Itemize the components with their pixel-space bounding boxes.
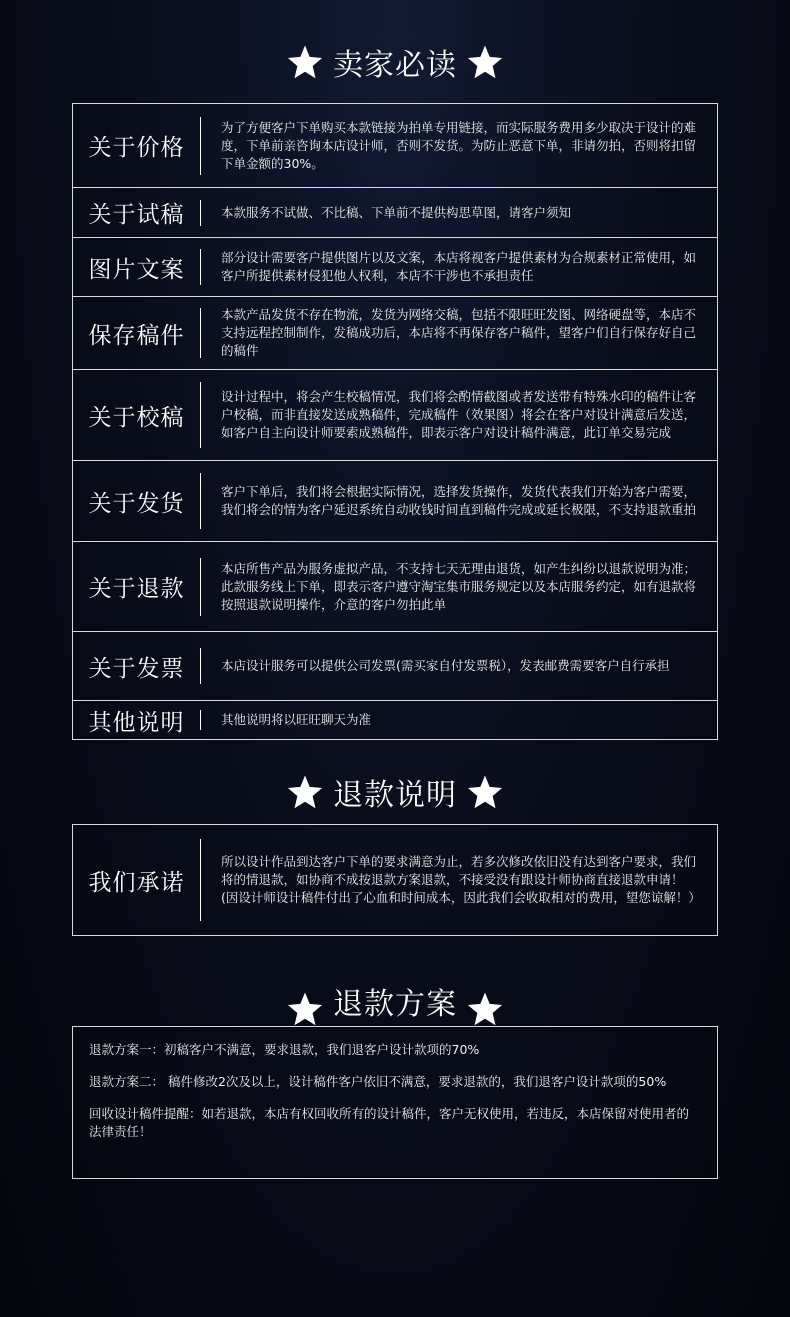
star-icon xyxy=(287,991,323,1027)
row-label: 其他说明 xyxy=(88,709,185,736)
row-label: 关于发票 xyxy=(88,655,185,682)
table-row xyxy=(73,104,717,188)
table-row xyxy=(73,370,717,461)
row-text: 设计过程中，将会产生校稿情况，我们将会酌情截图或者发送带有特殊水印的稿件让客户校稿，而非直接发送成熟稿件，完成稿件（效果图）将会在客户对设计满意后发送，如客户自主向设计师要索成熟稿件，即表示客户对设计稿件满意，此订单交易完成 xyxy=(221,389,697,440)
section-title: 退款说明 xyxy=(333,778,457,813)
refund-promise-table xyxy=(72,824,718,936)
section-heading-seller xyxy=(0,40,790,84)
table-row xyxy=(73,238,717,297)
row-text: 本店设计服务可以提供公司发票(需买家自付发票税），发表邮费需要客户自行承担 xyxy=(221,658,670,673)
table-row xyxy=(73,825,717,935)
row-label: 关于试稿 xyxy=(88,202,185,228)
refund-plan-item: 退款方案一：初稿客户不满意，要求退款，我们退客户设计款项的70% xyxy=(89,1042,480,1057)
star-icon xyxy=(467,44,503,80)
row-text: 为了方便客户下单购买本款链接为拍单专用链接，而实际服务费用多少取决于设计的难度，下单前亲咨询本店设计师，否则不发货。为防止恶意下单，非请勿拍，否则将扣留下单金额的30%。 xyxy=(221,119,697,171)
table-row xyxy=(73,297,717,370)
row-text: 部分设计需要客户提供图片以及文案，本店将视客户提供素材为合规素材正常使用，如客户所提供素材侵犯他人权利，本店不干涉也不承担责任 xyxy=(221,250,697,283)
table-row xyxy=(73,632,717,701)
section-heading-refund-plan xyxy=(0,975,790,1027)
star-icon xyxy=(287,774,323,810)
section-heading-refund-info xyxy=(0,770,790,814)
refund-plan-item: 回收设计稿件提醒：如若退款，本店有权回收所有的设计稿件，客户无权使用，若违反，本店保留对使用者的法律责任！ xyxy=(89,1106,690,1139)
row-text: 本店所售产品为服务虚拟产品，不支持七天无理由退货，如产生纠纷以退款说明为准；此款服务线上下单，即表示客户遵守淘宝集市服务规定以及本店服务约定，如有退款将按照退款说明操作，介意的客户勿拍此单 xyxy=(221,560,697,612)
star-icon xyxy=(287,44,323,80)
row-text: 其他说明将以旺旺聊天为准 xyxy=(221,712,372,727)
row-label: 保存稿件 xyxy=(88,322,185,349)
table-row xyxy=(73,701,717,739)
star-icon xyxy=(467,774,503,810)
row-label: 我们承诺 xyxy=(88,869,185,896)
row-label: 关于校稿 xyxy=(88,404,185,431)
row-text: 客户下单后，我们将会根据实际情况，选择发货操作，发货代表我们开始为客户需要，我们将会的情为客户延迟系统自动收钱时间直到稿件完成或延长极限，不支持退款重拍 xyxy=(221,484,697,517)
row-label: 图片文案 xyxy=(88,256,185,283)
star-icon xyxy=(467,991,503,1027)
row-text: 所以设计作品到达客户下单的要求满意为止，若多次修改依旧没有达到客户要求，我们将的情退款，如协商不成按退款方案退款，不接受没有跟设计师协商直接退款申请！(因设计师设计稿件付出了心血和时间成本，因此我们会收取相对的费用，望您谅解！） xyxy=(221,854,701,905)
table-row xyxy=(73,188,717,238)
section-title: 退款方案 xyxy=(333,987,457,1022)
row-label: 关于退款 xyxy=(88,576,185,602)
refund-plan-item: 退款方案二： 稿件修改2次及以上，设计稿件客户依旧不满意，要求退款的，我们退客户设计款项的50% xyxy=(89,1074,667,1089)
seller-notice-table xyxy=(72,103,718,740)
section-title: 卖家必读 xyxy=(333,48,457,83)
row-label: 关于价格 xyxy=(88,135,185,161)
row-label: 关于发货 xyxy=(88,490,185,517)
row-text: 本款服务不试做、不比稿、下单前不提供构思草图，请客户须知 xyxy=(221,204,572,220)
row-text: 本款产品发货不存在物流，发货为网络交稿，包括不限旺旺发图、网络硬盘等，本店不支持远程控制制作，发稿成功后，本店将不再保存客户稿件，望客户们自行保存好自己的稿件 xyxy=(221,307,697,358)
refund-plan-box xyxy=(72,1026,718,1179)
table-row xyxy=(73,461,717,542)
table-row xyxy=(73,542,717,632)
